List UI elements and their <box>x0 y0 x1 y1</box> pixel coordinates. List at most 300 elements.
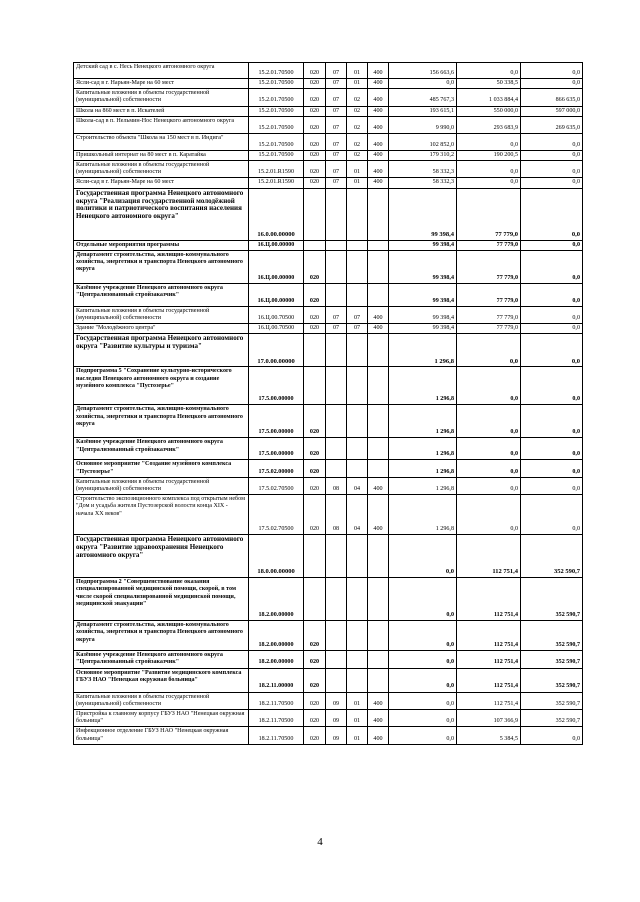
subsection-code-cell <box>347 668 368 692</box>
amount-year2-cell: 112 751,4 <box>457 578 521 621</box>
amount-year3-cell: 0,0 <box>521 283 583 306</box>
table-row <box>74 240 583 250</box>
expense-type-cell <box>368 367 389 405</box>
table-row <box>74 692 583 709</box>
amount-year1-cell: 1 296,8 <box>389 334 457 367</box>
ministry-code-cell: 020 <box>304 133 326 150</box>
amount-year1-cell: 58 332,3 <box>389 178 457 188</box>
program-name-cell: Подпрограмма 2 "Совершенствование оказания специализированной медицинской помощи, скорой, в том числе скорой специализированной медицинской помощи, медицинской эвакуации" <box>74 578 249 621</box>
amount-year3-cell: 352 590,7 <box>521 692 583 709</box>
program-name-cell: Школа на 860 мест в п. Искателей <box>74 106 249 116</box>
program-name-cell: Ясли-сад в г. Нарьян-Маре на 60 мест <box>74 79 249 89</box>
amount-year1-cell: 1 296,8 <box>389 495 457 535</box>
section-code-cell <box>326 405 347 438</box>
program-name-cell: Капитальные вложения в объекты государственной (муниципальной) собственности <box>74 161 249 178</box>
amount-year3-cell: 0,0 <box>521 306 583 323</box>
subsection-code-cell <box>347 621 368 651</box>
program-name-cell: Пришкольный интернат на 80 мест в п. Каратайка <box>74 150 249 160</box>
amount-year1-cell: 9 990,0 <box>389 116 457 133</box>
ministry-code-cell: 020 <box>304 116 326 133</box>
target-code-cell: 18.2.00.00000 <box>249 578 304 621</box>
amount-year2-cell: 77 779,0 <box>457 306 521 323</box>
amount-year3-cell: 866 635,0 <box>521 89 583 106</box>
subsection-code-cell <box>347 283 368 306</box>
expense-type-cell: 400 <box>368 727 389 744</box>
amount-year2-cell: 112 751,4 <box>457 651 521 668</box>
section-code-cell <box>326 578 347 621</box>
amount-year3-cell: 352 590,7 <box>521 668 583 692</box>
target-code-cell: 16.Ц.00.70500 <box>249 324 304 334</box>
amount-year2-cell: 0,0 <box>457 438 521 460</box>
table-row <box>74 535 583 578</box>
target-code-cell: 18.2.00.00000 <box>249 651 304 668</box>
section-code-cell: 07 <box>326 106 347 116</box>
amount-year2-cell: 0,0 <box>457 367 521 405</box>
amount-year3-cell: 352 590,7 <box>521 578 583 621</box>
page-number: 4 <box>317 836 323 848</box>
amount-year2-cell: 0,0 <box>457 63 521 79</box>
expense-type-cell <box>368 240 389 250</box>
amount-year3-cell: 0,0 <box>521 477 583 494</box>
ministry-code-cell: 020 <box>304 668 326 692</box>
target-code-cell: 18.2.00.00000 <box>249 621 304 651</box>
budget-table <box>73 62 583 745</box>
target-code-cell: 16.0.00.00000 <box>249 188 304 240</box>
ministry-code-cell: 020 <box>304 438 326 460</box>
section-code-cell <box>326 367 347 405</box>
program-name-cell: Строительство экспозиционного комплекса под открытым небом "Дом и усадьба жителя Пустозерской волости конца XIX - начала XX веков" <box>74 495 249 535</box>
amount-year3-cell: 0,0 <box>521 150 583 160</box>
program-name-cell: Пристройка к главному корпусу ГБУЗ НАО "Ненецкая окружная больница" <box>74 710 249 727</box>
amount-year2-cell: 0,0 <box>457 495 521 535</box>
table-row <box>74 178 583 188</box>
amount-year1-cell: 102 852,0 <box>389 133 457 150</box>
ministry-code-cell: 020 <box>304 495 326 535</box>
program-name-cell: Школа-сад в п. Нельмин-Нос Ненецкого автономного округа <box>74 116 249 133</box>
subsection-code-cell: 01 <box>347 727 368 744</box>
amount-year2-cell: 107 366,9 <box>457 710 521 727</box>
section-code-cell <box>326 535 347 578</box>
section-code-cell <box>326 621 347 651</box>
ministry-code-cell: 020 <box>304 150 326 160</box>
amount-year1-cell: 1 296,8 <box>389 477 457 494</box>
section-code-cell: 07 <box>326 161 347 178</box>
expense-type-cell: 400 <box>368 324 389 334</box>
target-code-cell: 18.0.00.00000 <box>249 535 304 578</box>
section-code-cell: 08 <box>326 495 347 535</box>
program-name-cell: Подпрограмма 5 "Сохранение культурно-исторического наследия Ненецкого автономного округа и создание музейного комплекса "Пустозерье" <box>74 367 249 405</box>
target-code-cell: 15.2.01.R1590 <box>249 178 304 188</box>
expense-type-cell: 400 <box>368 89 389 106</box>
subsection-code-cell: 04 <box>347 477 368 494</box>
subsection-code-cell: 02 <box>347 133 368 150</box>
amount-year2-cell: 190 200,5 <box>457 150 521 160</box>
subsection-code-cell <box>347 438 368 460</box>
subsection-code-cell <box>347 367 368 405</box>
subsection-code-cell <box>347 250 368 283</box>
target-code-cell: 17.5.00.00000 <box>249 367 304 405</box>
expense-type-cell: 400 <box>368 495 389 535</box>
target-code-cell: 16.Ц.00.00000 <box>249 250 304 283</box>
expense-type-cell <box>368 250 389 283</box>
expense-type-cell: 400 <box>368 306 389 323</box>
ministry-code-cell: 020 <box>304 250 326 283</box>
table-row <box>74 367 583 405</box>
amount-year3-cell: 0,0 <box>521 405 583 438</box>
amount-year3-cell: 0,0 <box>521 727 583 744</box>
amount-year2-cell: 112 751,4 <box>457 621 521 651</box>
document-page <box>73 62 582 745</box>
target-code-cell: 15.2.01.70500 <box>249 133 304 150</box>
ministry-code-cell: 020 <box>304 621 326 651</box>
ministry-code-cell <box>304 535 326 578</box>
table-row <box>74 306 583 323</box>
expense-type-cell <box>368 651 389 668</box>
table-row <box>74 63 583 79</box>
ministry-code-cell <box>304 334 326 367</box>
section-code-cell <box>326 240 347 250</box>
program-name-cell: Казённое учреждение Ненецкого автономного округа "Централизованный стройзаказчик" <box>74 438 249 460</box>
table-row <box>74 283 583 306</box>
amount-year1-cell: 99 398,4 <box>389 240 457 250</box>
program-name-cell: Департамент строительства, жилищно-коммунального хозяйства, энергетики и транспорта Ненецкого автономного округа <box>74 405 249 438</box>
amount-year2-cell: 550 000,0 <box>457 106 521 116</box>
target-code-cell: 18.2.11.70500 <box>249 692 304 709</box>
section-code-cell <box>326 334 347 367</box>
expense-type-cell: 400 <box>368 133 389 150</box>
target-code-cell: 17.5.02.00000 <box>249 460 304 477</box>
amount-year2-cell: 112 751,4 <box>457 692 521 709</box>
amount-year1-cell: 0,0 <box>389 668 457 692</box>
program-name-cell: Департамент строительства, жилищно-коммунального хозяйства, энергетики и транспорта Ненецкого автономного округа <box>74 621 249 651</box>
section-code-cell: 07 <box>326 116 347 133</box>
subsection-code-cell <box>347 188 368 240</box>
program-name-cell: Капитальные вложения в объекты государственной (муниципальной) собственности <box>74 477 249 494</box>
program-name-cell: Капитальные вложения в объекты государственной (муниципальной) собственности <box>74 692 249 709</box>
table-row <box>74 668 583 692</box>
table-row <box>74 460 583 477</box>
amount-year3-cell: 597 000,0 <box>521 106 583 116</box>
amount-year3-cell: 0,0 <box>521 324 583 334</box>
table-row <box>74 621 583 651</box>
amount-year1-cell: 99 398,4 <box>389 283 457 306</box>
expense-type-cell: 400 <box>368 106 389 116</box>
section-code-cell: 07 <box>326 89 347 106</box>
program-name-cell: Основное мероприятие "Создание музейного комплекса "Пустозерье" <box>74 460 249 477</box>
subsection-code-cell: 01 <box>347 710 368 727</box>
ministry-code-cell: 020 <box>304 324 326 334</box>
target-code-cell: 15.2.01.R1590 <box>249 161 304 178</box>
expense-type-cell <box>368 334 389 367</box>
ministry-code-cell: 020 <box>304 306 326 323</box>
amount-year3-cell: 0,0 <box>521 188 583 240</box>
section-code-cell: 07 <box>326 324 347 334</box>
amount-year1-cell: 485 767,3 <box>389 89 457 106</box>
expense-type-cell <box>368 535 389 578</box>
subsection-code-cell <box>347 334 368 367</box>
amount-year1-cell: 1 296,8 <box>389 367 457 405</box>
amount-year2-cell: 77 779,0 <box>457 250 521 283</box>
amount-year2-cell: 293 683,9 <box>457 116 521 133</box>
section-code-cell <box>326 250 347 283</box>
amount-year1-cell: 99 398,4 <box>389 324 457 334</box>
amount-year1-cell: 1 296,8 <box>389 405 457 438</box>
table-row <box>74 477 583 494</box>
section-code-cell <box>326 438 347 460</box>
amount-year2-cell: 112 751,4 <box>457 535 521 578</box>
amount-year1-cell: 0,0 <box>389 79 457 89</box>
expense-type-cell: 400 <box>368 150 389 160</box>
amount-year2-cell: 0,0 <box>457 133 521 150</box>
subsection-code-cell: 01 <box>347 63 368 79</box>
amount-year3-cell: 0,0 <box>521 460 583 477</box>
program-name-cell: Государственная программа Ненецкого автономного округа "Развитие культуры и туризма" <box>74 334 249 367</box>
subsection-code-cell: 02 <box>347 150 368 160</box>
ministry-code-cell: 020 <box>304 283 326 306</box>
program-name-cell: Инфекционное отделение ГБУЗ НАО "Ненецкая окружная больница" <box>74 727 249 744</box>
amount-year3-cell: 0,0 <box>521 133 583 150</box>
table-row <box>74 651 583 668</box>
section-code-cell: 09 <box>326 692 347 709</box>
table-row <box>74 106 583 116</box>
expense-type-cell <box>368 438 389 460</box>
amount-year2-cell: 0,0 <box>457 460 521 477</box>
table-row <box>74 250 583 283</box>
expense-type-cell: 400 <box>368 710 389 727</box>
program-name-cell: Капитальные вложения в объекты государственной (муниципальной) собственности <box>74 89 249 106</box>
amount-year2-cell: 5 384,5 <box>457 727 521 744</box>
section-code-cell: 08 <box>326 477 347 494</box>
target-code-cell: 18.2.11.70500 <box>249 710 304 727</box>
program-name-cell: Казённое учреждение Ненецкого автономного округа "Централизованный стройзаказчик" <box>74 283 249 306</box>
ministry-code-cell <box>304 367 326 405</box>
target-code-cell: 17.5.02.70500 <box>249 477 304 494</box>
program-name-cell: Казённое учреждение Ненецкого автономного округа "Централизованный стройзаказчик" <box>74 651 249 668</box>
target-code-cell: 17.5.00.00000 <box>249 405 304 438</box>
amount-year2-cell: 112 751,4 <box>457 668 521 692</box>
program-name-cell: Отдельные мероприятия программы <box>74 240 249 250</box>
amount-year1-cell: 0,0 <box>389 651 457 668</box>
ministry-code-cell: 020 <box>304 477 326 494</box>
subsection-code-cell: 01 <box>347 161 368 178</box>
table-row <box>74 578 583 621</box>
amount-year3-cell: 352 590,7 <box>521 621 583 651</box>
expense-type-cell: 400 <box>368 63 389 79</box>
target-code-cell: 16.Ц.00.00000 <box>249 283 304 306</box>
amount-year1-cell: 193 615,1 <box>389 106 457 116</box>
target-code-cell: 15.2.01.70500 <box>249 89 304 106</box>
amount-year3-cell: 0,0 <box>521 178 583 188</box>
section-code-cell: 07 <box>326 178 347 188</box>
section-code-cell: 07 <box>326 79 347 89</box>
amount-year3-cell: 0,0 <box>521 161 583 178</box>
amount-year1-cell: 99 398,4 <box>389 306 457 323</box>
target-code-cell: 15.2.01.70500 <box>249 116 304 133</box>
target-code-cell: 15.2.01.70500 <box>249 150 304 160</box>
amount-year2-cell: 77 779,0 <box>457 188 521 240</box>
target-code-cell: 15.2.01.70500 <box>249 106 304 116</box>
amount-year2-cell: 77 779,0 <box>457 324 521 334</box>
amount-year2-cell: 1 033 884,4 <box>457 89 521 106</box>
target-code-cell: 18.2.11.70500 <box>249 727 304 744</box>
expense-type-cell: 400 <box>368 116 389 133</box>
expense-type-cell <box>368 668 389 692</box>
program-name-cell: Детский сад в с. Несь Ненецкого автономного округа <box>74 63 249 79</box>
amount-year1-cell: 1 296,8 <box>389 460 457 477</box>
table-row <box>74 150 583 160</box>
amount-year3-cell: 0,0 <box>521 367 583 405</box>
expense-type-cell <box>368 578 389 621</box>
target-code-cell: 17.5.02.70500 <box>249 495 304 535</box>
amount-year2-cell: 0,0 <box>457 334 521 367</box>
target-code-cell: 17.0.00.00000 <box>249 334 304 367</box>
table-row <box>74 495 583 535</box>
amount-year2-cell: 0,0 <box>457 161 521 178</box>
section-code-cell <box>326 460 347 477</box>
amount-year1-cell: 0,0 <box>389 710 457 727</box>
section-code-cell: 07 <box>326 133 347 150</box>
table-row <box>74 324 583 334</box>
table-row <box>74 116 583 133</box>
ministry-code-cell: 020 <box>304 651 326 668</box>
section-code-cell: 07 <box>326 63 347 79</box>
amount-year3-cell: 0,0 <box>521 334 583 367</box>
amount-year3-cell: 0,0 <box>521 240 583 250</box>
ministry-code-cell: 020 <box>304 63 326 79</box>
subsection-code-cell: 02 <box>347 106 368 116</box>
amount-year2-cell: 77 779,0 <box>457 283 521 306</box>
amount-year1-cell: 156 663,6 <box>389 63 457 79</box>
amount-year2-cell: 77 779,0 <box>457 240 521 250</box>
subsection-code-cell: 07 <box>347 324 368 334</box>
section-code-cell: 09 <box>326 710 347 727</box>
table-row <box>74 710 583 727</box>
table-row <box>74 133 583 150</box>
program-name-cell: Здание "Молодёжного центра" <box>74 324 249 334</box>
subsection-code-cell: 01 <box>347 79 368 89</box>
section-code-cell <box>326 651 347 668</box>
amount-year1-cell: 0,0 <box>389 621 457 651</box>
expense-type-cell <box>368 621 389 651</box>
expense-type-cell <box>368 188 389 240</box>
subsection-code-cell: 07 <box>347 306 368 323</box>
table-row <box>74 79 583 89</box>
target-code-cell: 16.Ц.00.70500 <box>249 306 304 323</box>
subsection-code-cell: 01 <box>347 692 368 709</box>
subsection-code-cell <box>347 651 368 668</box>
table-row <box>74 334 583 367</box>
amount-year1-cell: 0,0 <box>389 578 457 621</box>
subsection-code-cell: 02 <box>347 116 368 133</box>
ministry-code-cell: 020 <box>304 106 326 116</box>
program-name-cell: Ясли-сад в г. Нарьян-Маре на 60 мест <box>74 178 249 188</box>
expense-type-cell: 400 <box>368 178 389 188</box>
ministry-code-cell: 020 <box>304 178 326 188</box>
section-code-cell <box>326 668 347 692</box>
table-row <box>74 727 583 744</box>
amount-year1-cell: 179 310,2 <box>389 150 457 160</box>
subsection-code-cell <box>347 460 368 477</box>
amount-year3-cell: 352 590,7 <box>521 710 583 727</box>
subsection-code-cell <box>347 405 368 438</box>
expense-type-cell: 400 <box>368 692 389 709</box>
subsection-code-cell: 02 <box>347 89 368 106</box>
program-name-cell: Департамент строительства, жилищно-коммунального хозяйства, энергетики и транспорта Ненецкого автономного округа <box>74 250 249 283</box>
table-row <box>74 438 583 460</box>
program-name-cell: Капитальные вложения в объекты государственной (муниципальной) собственности <box>74 306 249 323</box>
subsection-code-cell: 01 <box>347 178 368 188</box>
section-code-cell: 07 <box>326 150 347 160</box>
program-name-cell: Основное мероприятие "Развитие медицинского комплекса ГБУЗ НАО "Ненецкая окружная больница" <box>74 668 249 692</box>
amount-year1-cell: 0,0 <box>389 535 457 578</box>
ministry-code-cell: 020 <box>304 692 326 709</box>
ministry-code-cell <box>304 578 326 621</box>
table-row <box>74 161 583 178</box>
ministry-code-cell: 020 <box>304 79 326 89</box>
amount-year2-cell: 0,0 <box>457 477 521 494</box>
ministry-code-cell: 020 <box>304 460 326 477</box>
expense-type-cell: 400 <box>368 161 389 178</box>
program-name-cell: Строительство объекта "Школа на 150 мест в п. Индига" <box>74 133 249 150</box>
ministry-code-cell: 020 <box>304 710 326 727</box>
amount-year1-cell: 99 398,4 <box>389 188 457 240</box>
amount-year3-cell: 352 590,7 <box>521 535 583 578</box>
amount-year3-cell: 269 635,0 <box>521 116 583 133</box>
amount-year2-cell: 0,0 <box>457 405 521 438</box>
section-code-cell: 09 <box>326 727 347 744</box>
expense-type-cell <box>368 283 389 306</box>
subsection-code-cell <box>347 240 368 250</box>
amount-year3-cell: 352 590,7 <box>521 651 583 668</box>
program-name-cell: Государственная программа Ненецкого автономного округа "Развитие здравоохранения Ненецкого автономного округа" <box>74 535 249 578</box>
subsection-code-cell: 04 <box>347 495 368 535</box>
amount-year1-cell: 58 332,3 <box>389 161 457 178</box>
target-code-cell: 18.2.11.00000 <box>249 668 304 692</box>
amount-year1-cell: 0,0 <box>389 727 457 744</box>
ministry-code-cell <box>304 240 326 250</box>
amount-year3-cell: 0,0 <box>521 79 583 89</box>
subsection-code-cell <box>347 535 368 578</box>
section-code-cell: 07 <box>326 306 347 323</box>
amount-year1-cell: 0,0 <box>389 692 457 709</box>
amount-year3-cell: 0,0 <box>521 250 583 283</box>
target-code-cell: 15.2.01.70500 <box>249 79 304 89</box>
target-code-cell: 17.5.00.00000 <box>249 438 304 460</box>
target-code-cell: 15.2.01.70500 <box>249 63 304 79</box>
expense-type-cell <box>368 405 389 438</box>
program-name-cell: Государственная программа Ненецкого автономного округа "Реализация государственной молодёжной политики и патриотического воспитания населения Ненецкого автономного округа" <box>74 188 249 240</box>
ministry-code-cell: 020 <box>304 161 326 178</box>
amount-year3-cell: 0,0 <box>521 495 583 535</box>
expense-type-cell: 400 <box>368 79 389 89</box>
expense-type-cell <box>368 460 389 477</box>
amount-year1-cell: 1 296,8 <box>389 438 457 460</box>
amount-year2-cell: 0,0 <box>457 178 521 188</box>
amount-year3-cell: 0,0 <box>521 63 583 79</box>
expense-type-cell: 400 <box>368 477 389 494</box>
table-row <box>74 188 583 240</box>
target-code-cell: 16.Ц.00.00000 <box>249 240 304 250</box>
subsection-code-cell <box>347 578 368 621</box>
amount-year1-cell: 99 398,4 <box>389 250 457 283</box>
section-code-cell <box>326 283 347 306</box>
ministry-code-cell: 020 <box>304 89 326 106</box>
amount-year2-cell: 50 338,5 <box>457 79 521 89</box>
amount-year3-cell: 0,0 <box>521 438 583 460</box>
section-code-cell <box>326 188 347 240</box>
ministry-code-cell <box>304 188 326 240</box>
table-row <box>74 89 583 106</box>
